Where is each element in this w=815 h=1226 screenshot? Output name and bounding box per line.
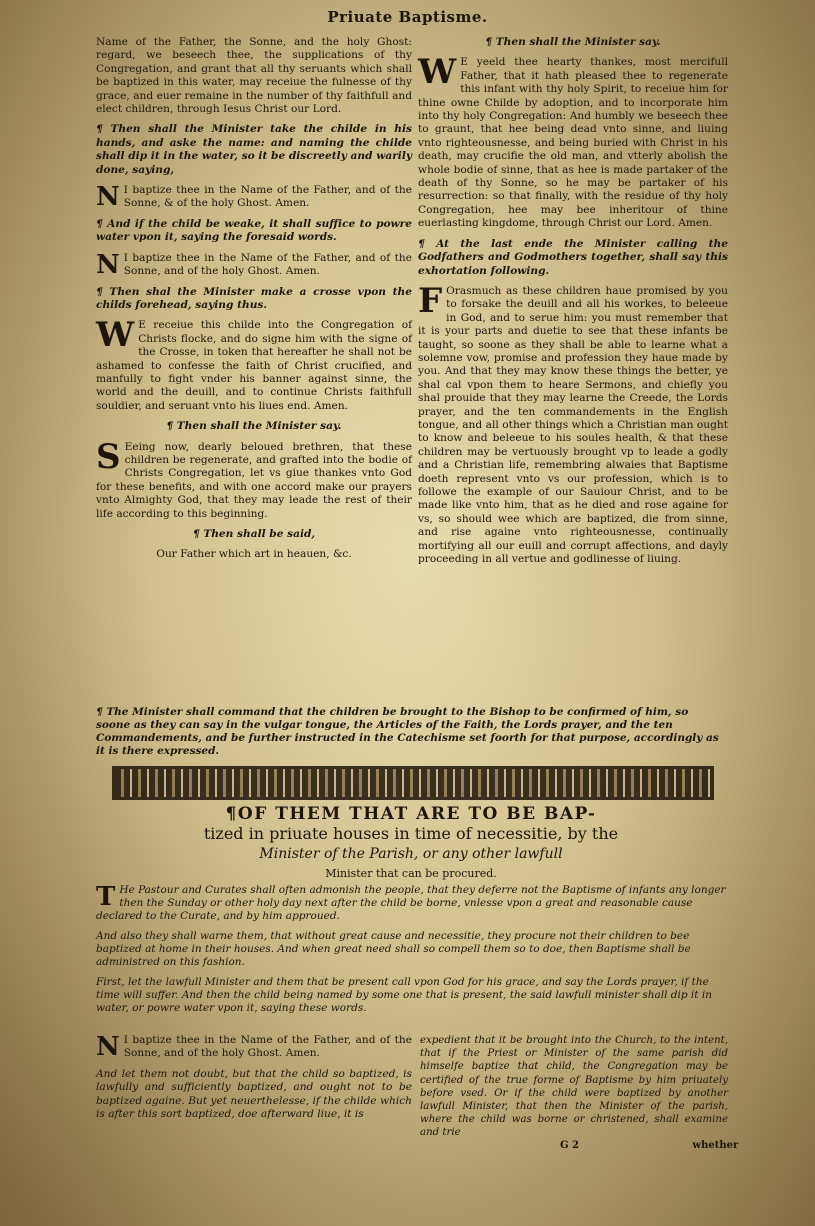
paragraph-exhortation (418, 280, 728, 567)
paragraph-text: Eeing now, dearly beloued brethren, that these children be regenerate, and grafted into the bodie of Christs Congregation, let vs giue thankes vnto God for these benefits, and with one accord make our prayers vnto Almighty God, that they may leade the rest of their life according to this beginning. (96, 440, 412, 520)
drop-cap: N (96, 1032, 120, 1062)
paragraph-baptize-3 (96, 1034, 412, 1061)
right-column (418, 36, 728, 573)
signature-letter: G 2 (560, 1140, 579, 1151)
rubric-then-said: ¶ Then shall be said, (192, 528, 316, 540)
drop-cap: N (96, 249, 120, 280)
rubric-minister-say: ¶ Then shall the Minister say. (166, 420, 342, 433)
ornamental-banner (112, 766, 714, 800)
paragraph-prayer-end: Name of the Father, the Sonne, and the holy Ghost: regard, we beseech thee, the supplications of thy Congregation, and grant that all thy seruants which shall be baptized in this water, may receiue the fulnesse of thy grace, and euer remaine in the number of thy faithfull and elect children, through Iesus Christ our Lord. (96, 36, 412, 116)
paragraph-baptize-2 (96, 249, 412, 280)
paragraph-text: I baptize thee in the Name of the Father, and of the Sonne, and of the holy Ghost. Amen. (123, 1034, 412, 1060)
paragraph-text: Orasmuch as these children haue promised by you to forsake the deuill and all his workes, to beleeue in God, and to serue him: you must remember that it is your parts and duetie to see that these infants be taught, so soone as they shall be able to learne what a solemne vow, promise and profession they haue made by you. And that they may know these things the better, ye shal cal vpon them to heare Sermons, and chiefly you shal prouide that they may learne the Creede, the Lords prayer, and the ten commandements in the English tongue, and all other things which a Christian man ought to know and beleeue to his soules health, & that these children may be vertuously brought vp to leade a godly and a Christian life, remembring alwaies that Baptisme doeth represent vnto vs our profession, which is to followe the example of our Sauiour Christ, and to be made like vnto him, that as he died and rose againe for vs, so should wee which are baptized, die from sinne, and rise againe vnto righteousnesse, continually mortifying all our euill and corrupt affections, and dayly proceeding in all vertue and godlinesse of liuing. (418, 284, 728, 566)
paragraph-thanks (418, 52, 728, 230)
section-title-line-2: tized in priuate houses in time of necessitie, by the (203, 824, 619, 843)
section-title-line-4: Minister that can be procured. (325, 867, 497, 880)
rubric-confirmation: ¶ The Minister shall command that the children be brought to the Bishop to be confirmed of him, so soone as they can say in the vulgar tongue, the Articles of the Faith, the Lords prayer, and the ten Commandements, and be further instructed in the Catechisme set foorth for that purpose, accordingly as it is there expressed. (96, 706, 719, 757)
rubric-weak-child: ¶ And if the child be weake, it shall suffice to powre water vpon it, saying the foresaid words. (96, 217, 412, 244)
left-column (96, 36, 412, 569)
rubric-godparents: ¶ At the last ende the Minister calling the Godfathers and Godmothers together, shall say this exhortation following. (418, 237, 728, 277)
paragraph-text: E yeeld thee hearty thankes, most mercifull Father, that it hath pleased thee to regenerate this infant with thy holy Spirit, to receiue him for thine owne Childe by adoption, and to incorporate him into thy holy Congregation: And humbly we beseech thee to graunt, that hee being dead vnto sinne, and liuing vnto righteousnesse, and being buried with Christ in his death, may crucifie the old man, and vtterly abolish the whole bodie of sinne, that as hee is made partaker of the death of thy Sonne, so he may be partaker of his resurrection: so that finally, with the residue of thy holy Congregation, hee may bee inheritour of thine euerlasting kingdome, through Christ our Lord. Amen. (418, 56, 728, 230)
rubric-dip-child: ¶ Then shall the Minister take the childe in his hands, and aske the name: and naming the childe shall dip it in the water, so it be discreetly and warily done, saying, (96, 123, 412, 176)
rubric-cross: ¶ Then shal the Minister make a crosse vpon the childs forehead, saying thus. (96, 285, 412, 311)
rubric-minister-say: ¶ Then shall the Minister say. (485, 36, 661, 48)
signature-mark (560, 1140, 738, 1151)
paragraph-warne: And also they shall warne them, that without great cause and necessitie, they procure not their children to bee baptized at home in their houses. And when great need shall so compell them so to doe, then Baptisme shall be administred on this fashion. (96, 930, 691, 968)
catchword: whether (692, 1140, 739, 1151)
drop-cap: W (418, 52, 457, 93)
bottom-right-column (420, 1034, 728, 1147)
paragraph-baptize-1 (96, 184, 412, 211)
paragraph-seeing-now (96, 436, 412, 521)
drop-cap: F (418, 280, 443, 321)
paragraph-not-doubt: And let them not doubt, but that the child so baptized, is lawfully and sufficiently baptized, and ought not to be baptized againe. But yet neuerthelesse, if the childe which is after this sort baptized, doe afterward liue, it is (96, 1067, 412, 1121)
paragraph-pastors (96, 884, 726, 923)
section-title (96, 804, 726, 884)
paragraph-text: I baptize thee in the Name of the Father, and of the Sonne, & of the holy Ghost. Amen. (123, 184, 412, 210)
paragraph-receive (96, 315, 412, 413)
drop-cap: W (96, 315, 135, 356)
bottom-left-column (96, 1034, 412, 1128)
section-title-line-1: ¶OF THEM THAT ARE TO BE BAP- (225, 804, 597, 824)
page-running-head: Priuate Baptisme. (327, 8, 488, 26)
paragraph-text: E receiue this childe into the Congregation of Christs flocke, and do signe him with the signe of the Crosse, in token that hereafter he shall not be ashamed to confesse the faith of Christ crucified, and manfully to fight vnder his banner against sinne, the world and the deuill, and to continue Christs faithfull souldier, and seruant vnto his liues end. Amen. (96, 319, 412, 412)
drop-cap: T (96, 882, 116, 912)
paragraph-our-father: Our Father which art in heauen, &c. (156, 548, 352, 561)
drop-cap: S (96, 436, 121, 477)
section-title-line-3: Minister of the Parish, or any other lawfull (259, 846, 563, 862)
paragraph-first: First, let the lawfull Minister and them that be present call vpon God for his grace, and say the Lords prayer, if the time will suffer. And then the child being named by some one that is present, the said lawfull minister shall dip it in water, or powre water vpon it, saying these words. (96, 976, 712, 1014)
paragraph-expedient: expedient that it be brought into the Church, to the intent, that if the Priest or Minister of the same parish did himselfe baptize that child, the Congregation may be certified of the true forme of Baptisme by him priuately before vsed. Or if the child were baptized by another lawfull Minister, that then the Minister of the parish, where the child was borne or christened, shall examine and trie (420, 1035, 728, 1139)
paragraph-text: He Pastour and Curates shall often admonish the people, that they deferre not the Baptisme of infants any longer then the Sunday or other holy day next after the child be borne, vnlesse vpon a great and reasonable cause declared to the Curate, and by him approued. (96, 884, 726, 922)
paragraph-text: I baptize thee in the Name of the Father, and of the Sonne, and of the holy Ghost. Amen. (123, 251, 412, 278)
drop-cap: N (96, 182, 120, 213)
section-body (96, 884, 726, 1022)
